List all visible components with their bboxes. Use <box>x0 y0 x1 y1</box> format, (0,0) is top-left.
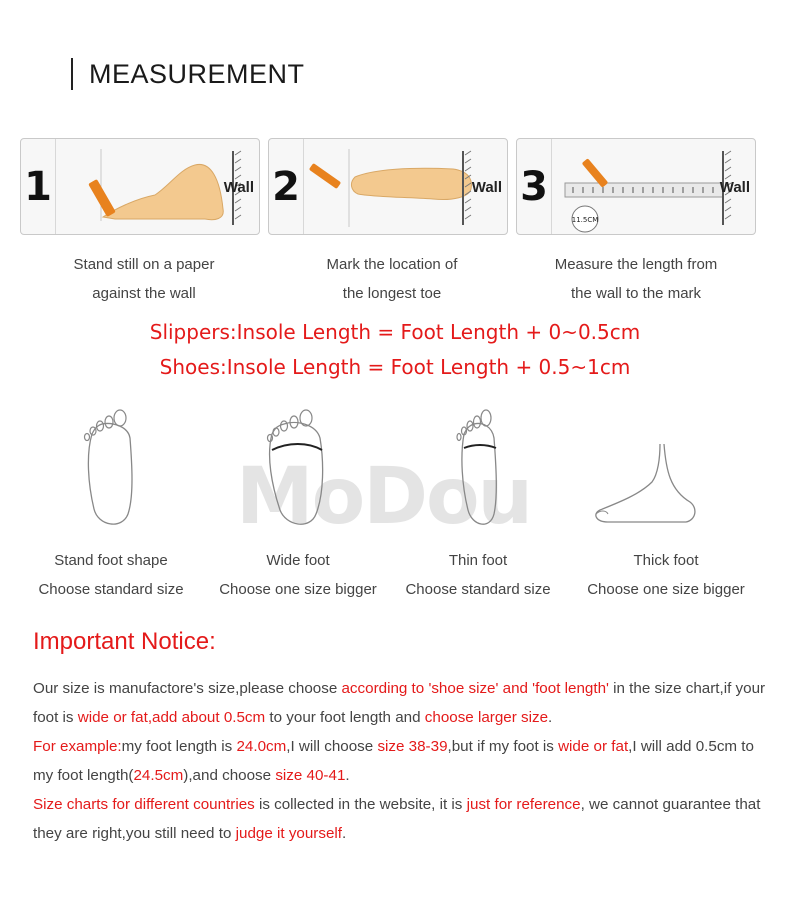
wide-foot-icon <box>258 404 338 536</box>
wall-label: Wall <box>223 179 254 196</box>
wall-label: Wall <box>719 179 750 196</box>
step-2-panel <box>268 138 508 235</box>
step-1-panel <box>20 138 260 235</box>
step-2-number: 2 <box>269 139 304 234</box>
notice-text: ,I will add 0.5cm to my foot length( <box>33 738 754 784</box>
notice-text: . <box>342 825 347 842</box>
notice-text: in the size chart,if your foot is <box>33 680 766 726</box>
standard-foot-icon <box>72 404 152 536</box>
notice-highlight: For example: <box>33 738 122 755</box>
notice-highlight: according to 'shoe size' and 'foot length' <box>341 680 609 697</box>
notice-text: to your foot length and <box>265 709 425 726</box>
brand-watermark: MoDou <box>236 452 532 542</box>
notice-highlight: Size charts for different countries <box>33 796 255 813</box>
foot-type-thick: Thick foot Choose one size bigger <box>587 552 745 598</box>
foot-type-wide: Wide foot Choose one size bigger <box>219 552 377 598</box>
notice-text: ,I will choose <box>286 738 378 755</box>
notice-text: , we cannot guarantee that they are right,you still need to <box>33 796 761 842</box>
notice-text: . <box>548 709 553 726</box>
notice-highlight: just for reference <box>466 796 581 813</box>
notice-text: Our size is manufactore's size,please choose <box>33 680 342 697</box>
notice-highlight: size 40-41 <box>275 767 346 784</box>
notice-highlight: 24.0cm <box>236 738 287 755</box>
wall-label: Wall <box>471 179 502 196</box>
notice-highlight: judge it yourself <box>235 825 342 842</box>
step-3-panel <box>516 138 756 235</box>
notice-text: ,but if my foot is <box>447 738 559 755</box>
notice-text: my foot length is <box>121 738 237 755</box>
slippers-formula: Slippers:Insole Length = Foot Length + 0~0.5cm <box>149 320 641 344</box>
step-3-number: 3 <box>517 139 552 234</box>
page-title: MEASUREMENT <box>89 58 305 89</box>
notice-text: . <box>345 767 350 784</box>
notice-text: is collected in the website, it is <box>254 796 467 813</box>
notice-highlight: 24.5cm <box>133 767 184 784</box>
notice-highlight: size 38-39 <box>377 738 448 755</box>
thin-foot-icon <box>442 404 522 536</box>
ruler-badge-label: 11.5CM <box>571 216 599 224</box>
step-2-caption: Mark the location of the longest toe <box>326 256 458 302</box>
notice-text: ),and choose <box>183 767 276 784</box>
notice-highlight: wide or fat,add about 0.5cm <box>77 709 266 726</box>
section-header <box>71 58 305 90</box>
step-1-caption: Stand still on a paper against the wall <box>73 256 215 302</box>
foot-type-standard: Stand foot shape Choose standard size <box>38 552 184 598</box>
notice-body <box>33 674 773 848</box>
foot-type-thin: Thin foot Choose standard size <box>405 552 551 598</box>
notice-highlight: wide or fat <box>558 738 629 755</box>
shoes-formula: Shoes:Insole Length = Foot Length + 0.5~1cm <box>159 355 631 379</box>
step-3-caption: Measure the length from the wall to the mark <box>554 256 718 302</box>
header-divider <box>71 58 73 90</box>
notice-highlight: choose larger size <box>424 709 549 726</box>
notice-title: Important Notice: <box>33 628 216 655</box>
thick-foot-icon <box>590 440 710 530</box>
step-1-number: 1 <box>21 139 56 234</box>
